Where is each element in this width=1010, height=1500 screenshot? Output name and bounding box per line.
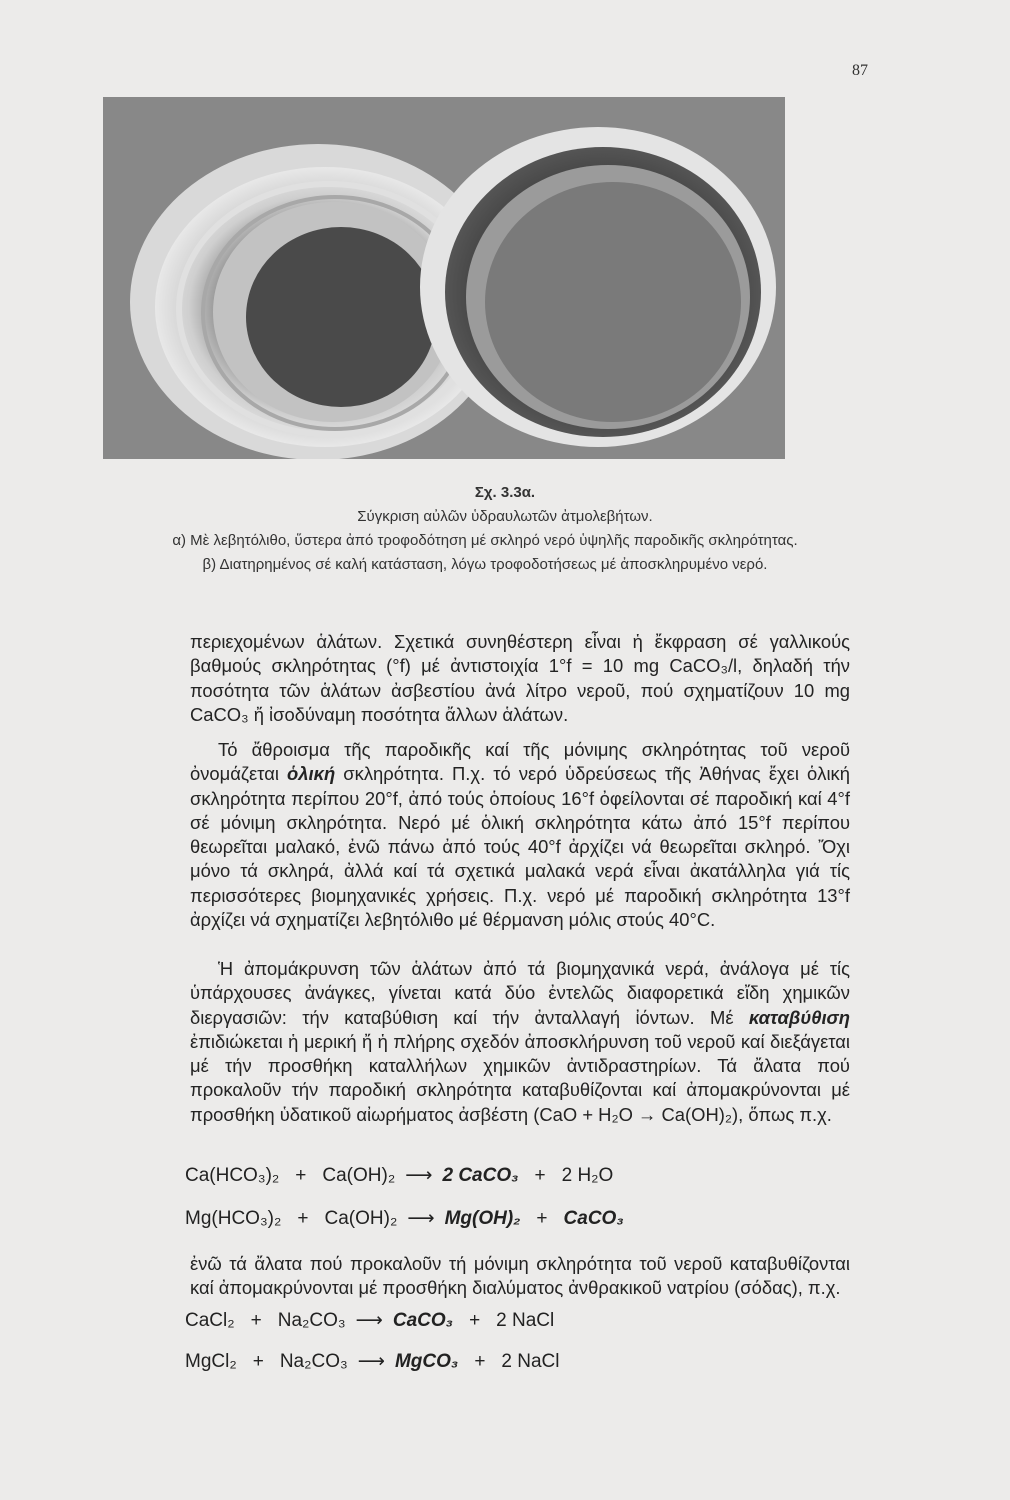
reaction-arrow: ⟶ bbox=[407, 1208, 435, 1229]
reactant: MgCl₂ bbox=[185, 1351, 237, 1372]
equation-2 bbox=[185, 1207, 624, 1230]
product-precipitate: 2 CaCO₃ bbox=[442, 1165, 519, 1186]
plus-sign: + bbox=[469, 1310, 481, 1331]
page-number: 87 bbox=[852, 62, 868, 79]
plus-sign: + bbox=[297, 1208, 309, 1229]
reaction-arrow: ⟶ bbox=[357, 1351, 385, 1372]
plus-sign: + bbox=[252, 1351, 264, 1372]
term-precipitation: καταβύθιση bbox=[748, 1006, 850, 1028]
product-precipitate: CaCO₃ bbox=[392, 1310, 454, 1331]
figure-title: Σύγκριση αὐλῶν ὑδραυλωτῶν ἀτμολεβήτων. bbox=[357, 508, 653, 525]
paragraph-total-hardness bbox=[190, 738, 850, 932]
paragraph-text: περιεχομένων ἁλάτων. Σχετικά συνηθέστερη εἶναι ἡ ἔκφραση σέ γαλλικούς βαθμούς σκληρότητας (°f) μέ ἀντιστοιχία 1°f = 10 mg CaCO₃/l, δηλαδή τήν ποσότητα τῶν ἁλάτων ἀσβεστίου ἀνά λίτρο νεροῦ, πού σχηματίζουν 10 mg CaCO₃ ἤ ἰσοδύναμη ποσότητα ἄλλων ἁλάτων. bbox=[190, 631, 850, 725]
paragraph-permanent-hardness bbox=[190, 1252, 850, 1301]
figure-label: Σχ. 3.3α. bbox=[474, 484, 536, 501]
reactant: CaCl₂ bbox=[185, 1310, 235, 1331]
reactant: Ca(HCO₃)₂ bbox=[185, 1165, 280, 1186]
reaction-arrow: ⟶ bbox=[405, 1165, 433, 1186]
paragraph-text: ἐνῶ τά ἄλατα πού προκαλοῦν τή μόνιμη σκληρότητα τοῦ νεροῦ καταβυθίζονται καί ἀπομακρύνονται μέ προσθήκη διαλύματος ἀνθρακικοῦ νατρίου (σόδας), π.χ. bbox=[190, 1253, 850, 1299]
paragraph-hardness-units bbox=[190, 630, 850, 727]
figure-caption-b: β) Διατηρημένος σέ καλή κατάσταση, λόγω τροφοδοτήσεως μέ ἀποσκληρυμένο νερό. bbox=[202, 556, 768, 573]
paragraph-text bbox=[190, 738, 850, 932]
equation-1 bbox=[185, 1164, 613, 1187]
term-total-hardness: ὁλική bbox=[287, 763, 336, 785]
figure-caption-a: α) Μὲ λεβητόλιθο, ὕστερα ἀπό τροφοδότηση μέ σκληρό νερό ὑψηλῆς παροδικῆς σκληρότητας. bbox=[172, 532, 798, 549]
reactant: Ca(OH)₂ bbox=[324, 1208, 398, 1229]
plus-sign: + bbox=[250, 1310, 262, 1331]
product-precipitate: Mg(OH)₂ bbox=[444, 1208, 521, 1229]
paragraph-precipitation bbox=[190, 957, 850, 1127]
reactant: Na₂CO₃ bbox=[279, 1351, 348, 1372]
equation-4 bbox=[185, 1350, 560, 1373]
plus-sign: + bbox=[474, 1351, 486, 1372]
text-span: Τό ἄθροισμα τῆς παροδικῆς καί τῆς μόνιμης σκληρότητας τοῦ νεροῦ ὀνομάζεται bbox=[190, 739, 850, 785]
paragraph-text bbox=[190, 957, 850, 1127]
plus-sign: + bbox=[536, 1208, 548, 1229]
text-span: ἐπιδιώκεται ἡ μερική ἤ ἡ πλήρης σχεδόν ἀποσκλήρυνση τοῦ νεροῦ καί διεξάγεται μέ τήν προσθήκη καταλλήλων χημικῶν ἀντιδραστηρίων. Τά ἄλατα πού προκαλοῦν τήν παροδική σκληρότητα καταβυθίζονται καί ἀπομακρύνονται μέ προσθήκη ὑδατικοῦ αἰωρήματος ἀσβέστη (CaO + H₂O → Ca(OH)₂), ὅπως π.χ. bbox=[190, 1030, 850, 1125]
reactant: Na₂CO₃ bbox=[277, 1310, 346, 1331]
reactant: Ca(OH)₂ bbox=[322, 1165, 396, 1186]
plus-sign: + bbox=[295, 1165, 307, 1186]
reactant: Mg(HCO₃)₂ bbox=[185, 1208, 282, 1229]
product: 2 H₂O bbox=[561, 1165, 614, 1186]
text-span: Ἡ ἀπομάκρυνση τῶν ἁλάτων ἀπό τά βιομηχανικά νερά, ἀνάλογα μέ τίς ὑπάρχουσες ἀνάγκες, γίνεται κατά δύο ἐντελῶς διαφορετικά εἴδη χημικῶν διεργασιῶν: τήν καταβύθιση καί τήν ἀνταλλαγή ἰόντων. Μέ bbox=[190, 958, 850, 1028]
product: 2 NaCl bbox=[496, 1310, 555, 1331]
plus-sign: + bbox=[534, 1165, 546, 1186]
pipe-comparison-photo bbox=[103, 97, 785, 459]
product-precipitate: CaCO₃ bbox=[563, 1208, 624, 1229]
reaction-arrow: ⟶ bbox=[355, 1310, 383, 1331]
product-precipitate: MgCO₃ bbox=[394, 1351, 459, 1372]
text-span: σκληρότητα. Π.χ. τό νερό ὑδρεύσεως τῆς Ἀθήνας ἔχει ὁλική σκληρότητα περίπου 20°f, ἀπό τούς ὁποίους 16°f ὀφείλονται σέ παροδική καί 4°f σέ μόνιμη σκληρότητα. Νερό μέ ὁλική σκληρότητα κάτω ἀπό 15°f περίπου θεωρεῖται μαλακό, ἐνῶ πάνω ἀπό τούς 40°f ἀρχίζει νά θεωρεῖται σκληρό. Ὄχι μόνο τά σκληρά, ἀλλά καί τά σχετικά μαλακά νερά εἶναι ἀκατάλληλα γιά τίς περισσότερες βιομηχανικές χρήσεις. Π.χ. νερό μέ παροδική σκληρότητα 13°f ἀρχίζει νά σχηματίζει λεβητόλιθο μέ θέρμανση μόλις στούς 40°C. bbox=[190, 763, 850, 931]
product: 2 NaCl bbox=[501, 1351, 560, 1372]
equation-3 bbox=[185, 1309, 554, 1332]
